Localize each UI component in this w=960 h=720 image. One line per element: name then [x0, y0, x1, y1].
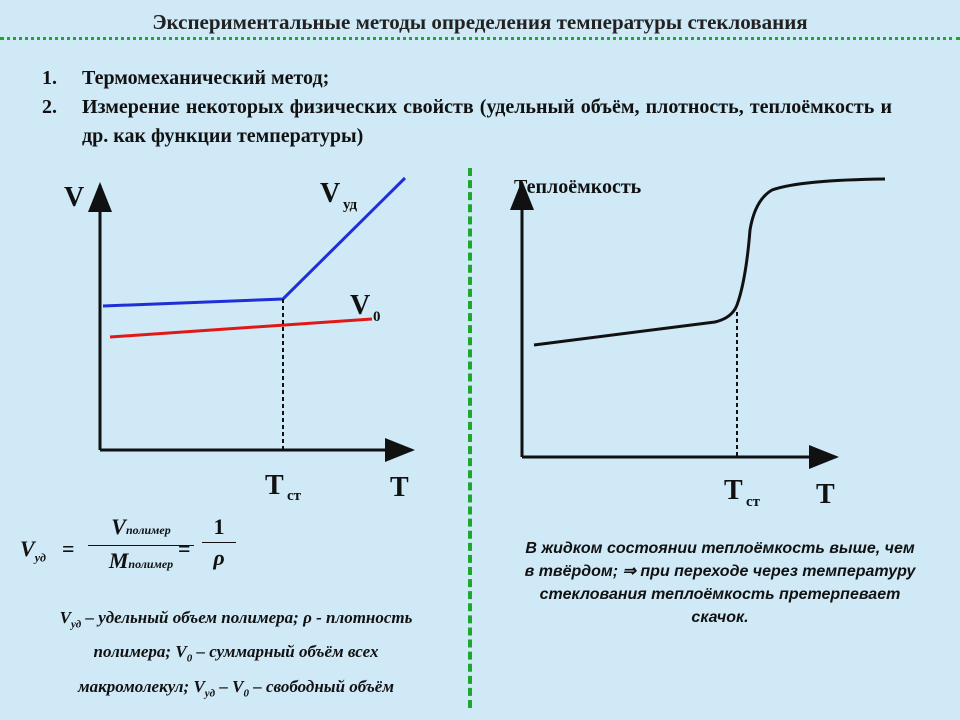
legend-text: - плотность	[311, 608, 413, 627]
legend-sub: уд	[70, 618, 82, 631]
tg-sub: ст	[746, 494, 761, 510]
formula-legend	[10, 604, 462, 707]
v0-label	[350, 290, 381, 325]
legend-line	[10, 604, 462, 638]
method-text: Измерение некоторых физических свойств (удельный объём, плотность, теплоёмкость и др. как функции температуры)	[82, 96, 892, 147]
denominator-main: M	[108, 548, 129, 573]
v0-main: V	[350, 290, 371, 321]
note-line: в твёрдом; ⇒ при переходе через температуру	[524, 563, 916, 580]
legend-sub: 0	[243, 687, 249, 700]
numerator-main: V	[111, 514, 126, 539]
v-ud-sub: уд	[343, 197, 358, 213]
formula-equals: =	[62, 536, 75, 561]
legend-line	[10, 673, 462, 707]
legend-text: – удельный объем полимера;	[81, 608, 304, 627]
denominator-sub: полимер	[128, 557, 174, 571]
legend-text: – свободный объём	[248, 676, 394, 696]
tg-main: T	[265, 470, 284, 501]
legend-sub: уд	[204, 687, 216, 700]
formula-lhs	[20, 536, 46, 565]
formula-lhs-sub: уд	[34, 550, 46, 565]
note-line: стеклования теплоёмкость претерпевает	[539, 586, 901, 603]
right-x-axis-label: T	[816, 479, 835, 510]
specific-volume-chart	[64, 178, 412, 504]
tg-sub: ст	[287, 488, 302, 504]
legend-text: макромолекул; V	[78, 676, 205, 696]
legend-rho: ρ	[303, 608, 312, 627]
slide-title: Экспериментальные методы определения температуры стеклования	[152, 10, 808, 34]
method-text: Термомеханический метод;	[82, 67, 330, 89]
legend-text: – суммарный объём всех	[192, 642, 379, 662]
v-ud-curve	[103, 178, 405, 306]
specific-volume-formula	[20, 512, 260, 592]
legend-line	[10, 638, 462, 672]
formula-equals: =	[178, 536, 191, 561]
left-x-axis-label: T	[390, 472, 409, 503]
heat-capacity-chart	[514, 176, 885, 510]
right-y-axis-label: Теплоёмкость	[514, 176, 642, 198]
left-tg-label	[265, 470, 302, 504]
v0-sub: 0	[373, 309, 381, 325]
legend-text: – V	[215, 676, 244, 696]
formula-inverse-density	[202, 512, 236, 573]
legend-text: V	[59, 608, 71, 627]
legend-sub: 0	[186, 652, 193, 665]
tg-main: T	[724, 475, 743, 506]
note-line: скачок.	[691, 609, 749, 626]
note-line: В жидком состоянии теплоёмкость выше, чем	[525, 540, 915, 557]
v-ud-label	[320, 178, 358, 213]
v0-line	[110, 319, 372, 337]
right-tg-label	[724, 475, 761, 510]
method-number: 2.	[42, 96, 57, 118]
method-number: 1.	[42, 67, 57, 89]
heat-capacity-note	[488, 537, 952, 629]
heat-capacity-curve	[534, 179, 885, 345]
formula-lhs-main: V	[20, 536, 35, 561]
v-ud-main: V	[320, 178, 341, 209]
fraction-rho: ρ	[213, 545, 225, 570]
fraction-one: 1	[213, 514, 225, 539]
left-y-axis-label: V	[64, 182, 85, 213]
numerator-sub: полимер	[125, 523, 171, 537]
legend-text: полимера; V	[93, 642, 187, 662]
